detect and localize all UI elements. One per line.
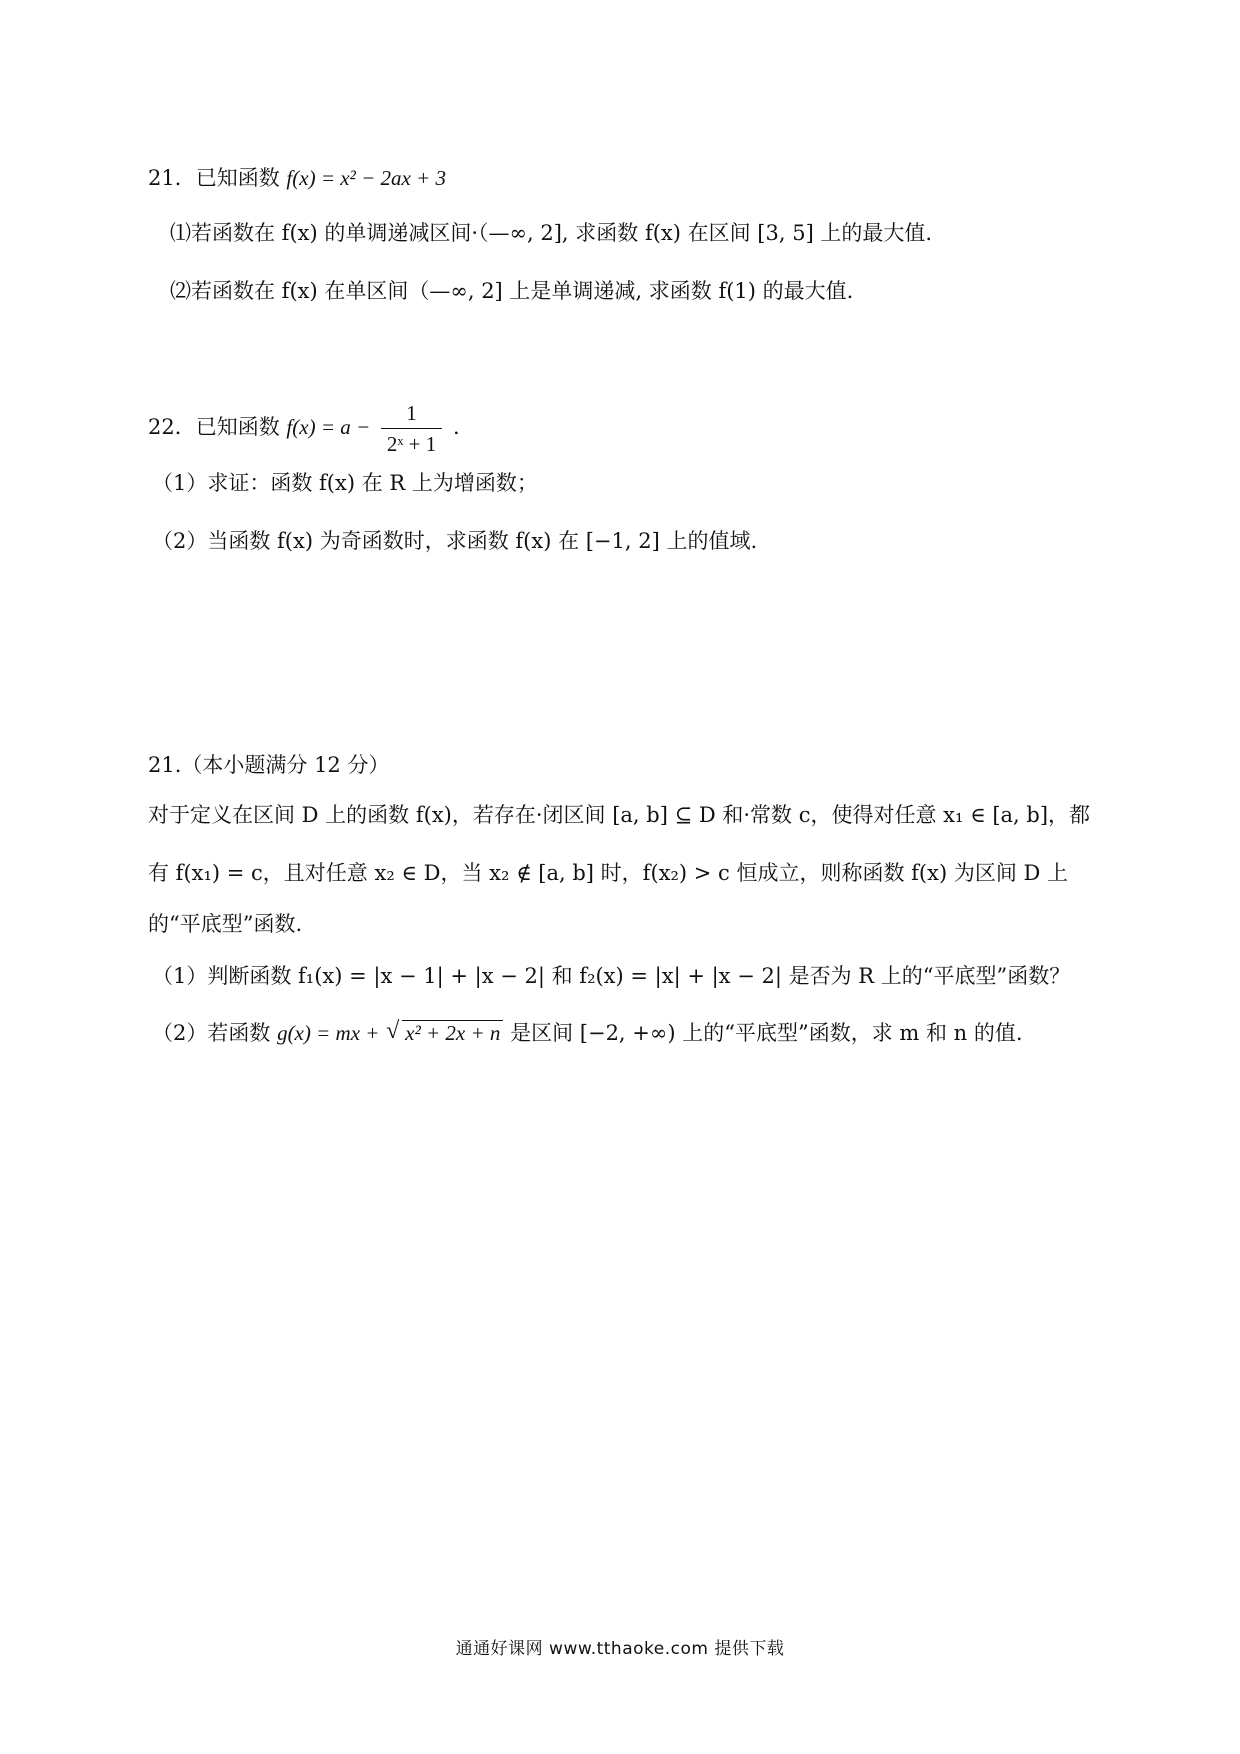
q21b-title: 21.（本小题满分 12 分） <box>148 753 390 777</box>
q21b-part2 <box>152 1018 1140 1048</box>
q21a-part2: ⑵若函数在 f(x) 在单区间（—∞, 2] 上是单调递减, 求函数 f(1) 的最大值. <box>170 279 854 303</box>
q21b-part2-prefix: （2）若函数 <box>152 1021 271 1045</box>
q22-lhs: f(x) = a − <box>286 415 371 439</box>
q22-title <box>148 398 1140 459</box>
q21b-part1: （1）判断函数 f₁(x) = |x − 1| + |x − 2| 和 f₂(x) = |x| + |x − 2| 是否为 R 上的“平底型”函数？ <box>152 964 1071 988</box>
q22-fraction-denominator: 2ˣ + 1 <box>386 432 437 456</box>
q22-fraction-numerator: 1 <box>381 398 442 429</box>
q22-fraction <box>381 398 442 459</box>
q21b-part2-radicand: x² + 2x + n <box>402 1020 503 1045</box>
q21b-paragraph-line1: 对于定义在区间 D 上的函数 f(x)，若存在·闭区间 [a, b] ⊆ D 和·常数 c，使得对任意 x₁ ∈ [a, b]，都 <box>148 803 1091 827</box>
q21a-title-text: 21．已知函数 <box>148 166 280 190</box>
q22-title-text: 22．已知函数 <box>148 415 280 439</box>
q21b-paragraph-line3: 的“平底型”函数. <box>148 912 303 936</box>
q21b-part2-radical <box>386 1018 503 1048</box>
q21a-part1: ⑴若函数在 f(x) 的单调递减区间·（—∞, 2], 求函数 f(x) 在区间 [3, 5] 上的最大值. <box>170 221 933 245</box>
q22-part2: （2）当函数 f(x) 为奇函数时，求函数 f(x) 在 [−1, 2] 上的值域. <box>152 529 758 553</box>
page-footer: 通通好课网 www.tthaoke.com 提供下载 <box>455 1639 785 1659</box>
q21b-paragraph-line2: 有 f(x₁) = c，且对任意 x₂ ∈ D，当 x₂ ∉ [a, b] 时，f(x₂) > c 恒成立，则称函数 f(x) 为区间 D 上 <box>148 861 1069 885</box>
q21a-title <box>148 163 1140 193</box>
q21b-part2-suffix: 是区间 [−2, +∞) 上的“平底型”函数，求 m 和 n 的值. <box>510 1021 1023 1045</box>
q22-period: . <box>452 415 460 439</box>
q21b-part2-function: g(x) = mx + <box>277 1021 380 1045</box>
q22-part1: （1）求证：函数 f(x) 在 R 上为增函数； <box>152 471 538 495</box>
q21a-expression: f(x) = x² − 2ax + 3 <box>286 166 447 190</box>
